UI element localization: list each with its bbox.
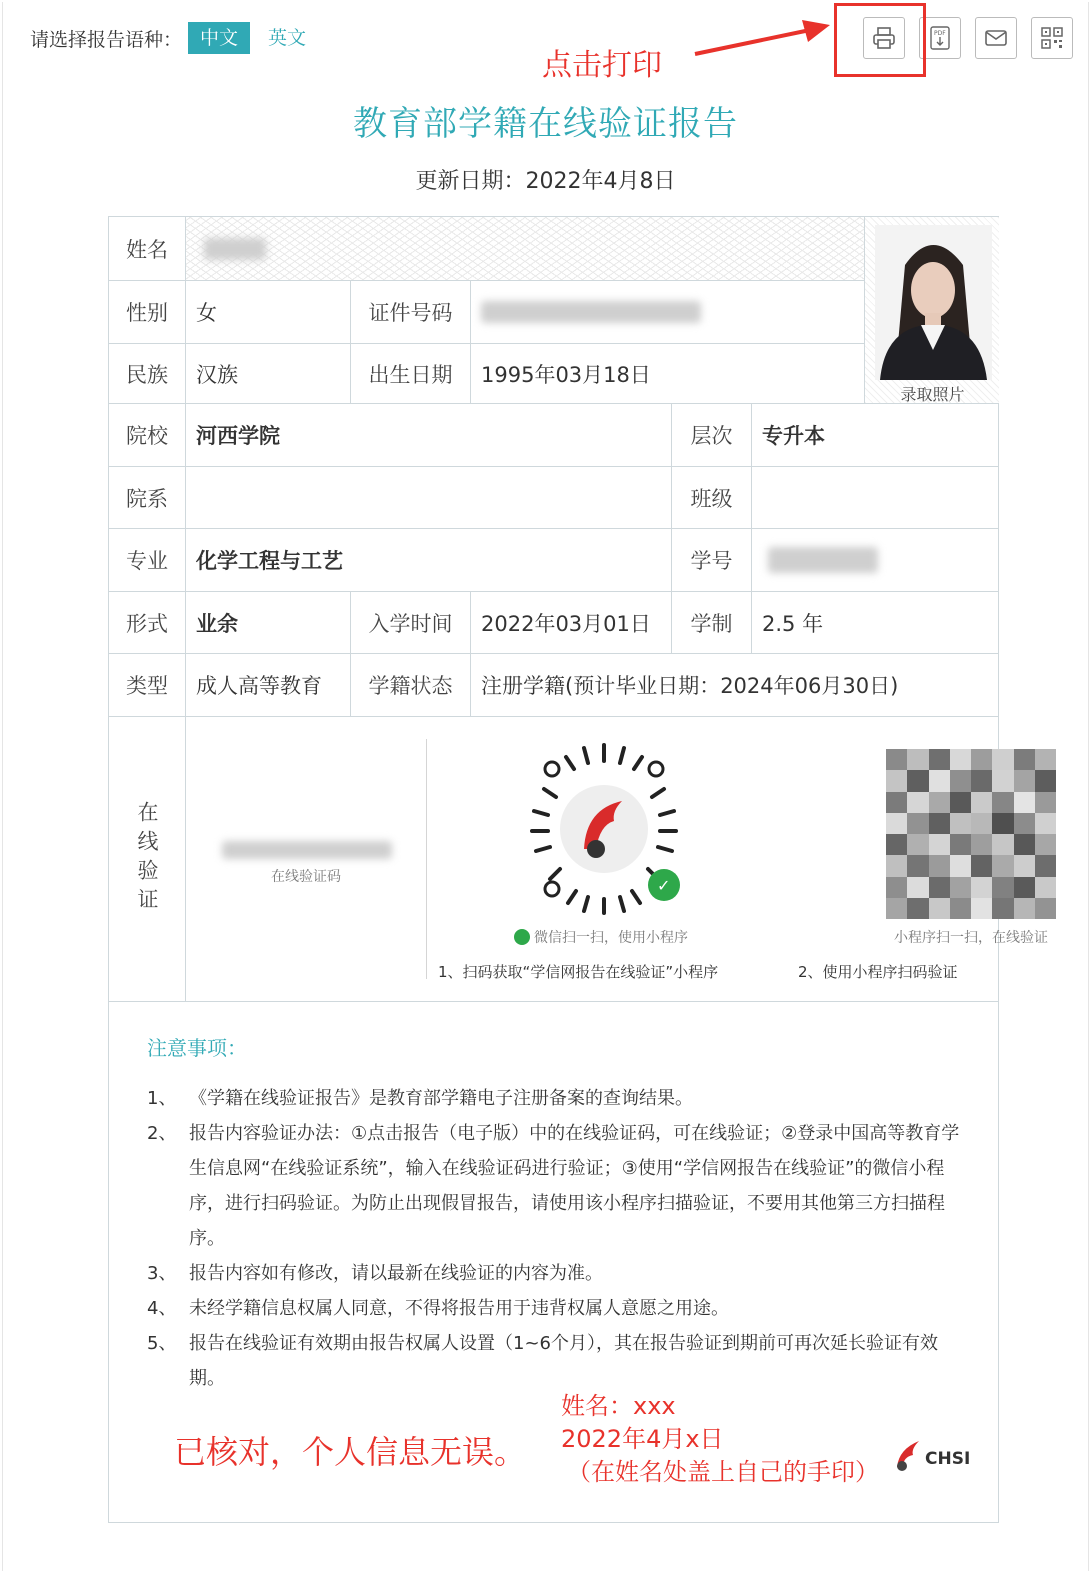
value-mode: 业余 (186, 592, 351, 654)
wechat-miniprogram-code (514, 739, 694, 919)
value-name (186, 217, 864, 281)
print-highlight-box (834, 3, 926, 77)
verify-step-1: 1、扫码获取“学信网报告在线验证”小程序 (438, 963, 719, 981)
note-text: 报告内容如有修改，请以最新在线验证的内容为准。 (189, 1263, 603, 1284)
id-number-redacted (481, 301, 701, 323)
label-type: 类型 (109, 654, 186, 717)
lang-chinese-button[interactable]: 中文 (188, 22, 250, 54)
note-number: 4、 (147, 1298, 177, 1319)
email-button[interactable] (975, 17, 1017, 59)
chsi-logo-text: CHSI (925, 1449, 971, 1469)
note-text: 《学籍在线验证报告》是教育部学籍电子注册备案的查询结果。 (189, 1088, 693, 1109)
label-student-no: 学号 (672, 529, 752, 592)
language-label: 请选择报告语种： (30, 28, 183, 51)
value-id-number (471, 281, 864, 344)
value-major: 化学工程与工艺 (186, 529, 672, 592)
verify-qr-code (886, 749, 1056, 919)
signature-name-line: 姓名：xxx (561, 1392, 676, 1420)
label-duration: 学制 (672, 592, 752, 654)
value-level: 专升本 (752, 404, 999, 467)
label-gender: 性别 (109, 281, 186, 344)
label-class: 班级 (672, 467, 752, 529)
note-number: 3、 (147, 1263, 177, 1284)
name-redacted (204, 238, 266, 260)
admission-photo-box (864, 217, 999, 404)
value-ethnicity: 汉族 (186, 344, 351, 404)
label-id-number: 证件号码 (351, 281, 471, 344)
label-mode: 形式 (109, 592, 186, 654)
label-school: 院校 (109, 404, 186, 467)
value-birth-date: 1995年03月18日 (471, 344, 864, 404)
verify-divider (426, 739, 427, 979)
qrcode-button[interactable] (1031, 17, 1073, 59)
online-verify-area (186, 717, 1048, 1002)
label-ethnicity: 民族 (109, 344, 186, 404)
value-gender: 女 (186, 281, 351, 344)
value-type: 成人高等教育 (186, 654, 351, 717)
label-status: 学籍状态 (351, 654, 471, 717)
pdf-download-icon (927, 25, 953, 51)
note-item (147, 1256, 967, 1291)
note-item (147, 1326, 967, 1396)
chsi-bird-icon (891, 1437, 923, 1473)
report-title: 教育部学籍在线验证报告 (353, 104, 738, 144)
click-print-annotation: 点击打印 (542, 48, 662, 83)
value-class (752, 467, 999, 529)
verify-qr-caption: 小程序扫一扫，在线验证 (894, 930, 1048, 946)
value-status: 注册学籍(预计毕业日期：2024年06月30日) (471, 654, 999, 717)
lang-english-button[interactable]: 英文 (268, 27, 307, 49)
note-item (147, 1116, 967, 1256)
label-department: 院系 (109, 467, 186, 529)
svg-text:PDF: PDF (934, 30, 946, 37)
photo-caption: 录取照片 (900, 385, 965, 404)
value-enroll-date: 2022年03月01日 (471, 592, 672, 654)
language-selector (30, 22, 318, 54)
signature-annotation (561, 1390, 879, 1489)
verify-code-caption: 在线验证码 (271, 869, 341, 885)
wechat-scan-text: 微信扫一扫，使用小程序 (534, 930, 688, 946)
label-enroll-date: 入学时间 (351, 592, 471, 654)
notes-title: 注意事项： (147, 1036, 247, 1060)
value-school: 河西学院 (186, 404, 672, 467)
note-text: 未经学籍信息权属人同意，不得将报告用于违背权属人意愿之用途。 (189, 1298, 729, 1319)
label-online-verify-text: 在线验证 (135, 801, 159, 917)
note-item (147, 1081, 967, 1116)
signature-date-line: 2022年4月x日 (561, 1425, 724, 1453)
email-icon (983, 25, 1009, 51)
qrcode-icon (1039, 25, 1065, 51)
notes-section (147, 1032, 967, 1396)
signature-fingerprint-line: （在姓名处盖上自己的手印） (567, 1458, 879, 1486)
admission-photo (875, 225, 992, 380)
label-birth-date: 出生日期 (351, 344, 471, 404)
chsi-logo (891, 1437, 970, 1473)
report-card (108, 216, 1048, 1523)
verify-step-2: 2、使用小程序扫码验证 (798, 963, 958, 981)
note-item (147, 1291, 967, 1326)
wechat-scan-caption (514, 927, 688, 947)
value-duration: 2.5 年 (752, 592, 999, 654)
verify-code-redacted[interactable] (222, 841, 392, 859)
label-level: 层次 (672, 404, 752, 467)
label-online-verify (109, 717, 186, 1002)
annotation-arrow (690, 12, 840, 62)
confirm-annotation: 已核对，个人信息无误。 (174, 1433, 527, 1471)
note-number: 1、 (147, 1088, 177, 1109)
note-text: 报告内容验证办法：①点击报告（电子版）中的在线验证码，可在线验证；②登录中国高等教育学生信息网“在线验证系统”，输入在线验证码进行验证；③使用“学信网报告在线验证”的微信小程序，进行扫码验证。为防止出现假冒报告，请使用该小程序扫描验证，不要用其他第三方扫描程序。 (189, 1123, 960, 1249)
value-department (186, 467, 672, 529)
note-text: 报告在线验证有效期由报告权属人设置（1~6个月），其在报告验证到期前可再次延长验证有效期。 (189, 1333, 938, 1389)
note-number: 2、 (147, 1123, 177, 1144)
label-major: 专业 (109, 529, 186, 592)
update-date: 更新日期：2022年4月8日 (415, 169, 676, 194)
student-no-redacted (768, 547, 878, 573)
label-name: 姓名 (109, 217, 186, 281)
note-number: 5、 (147, 1333, 177, 1354)
svg-text:✓: ✓ (657, 876, 671, 895)
value-student-no (752, 529, 999, 592)
wechat-icon (514, 929, 530, 945)
